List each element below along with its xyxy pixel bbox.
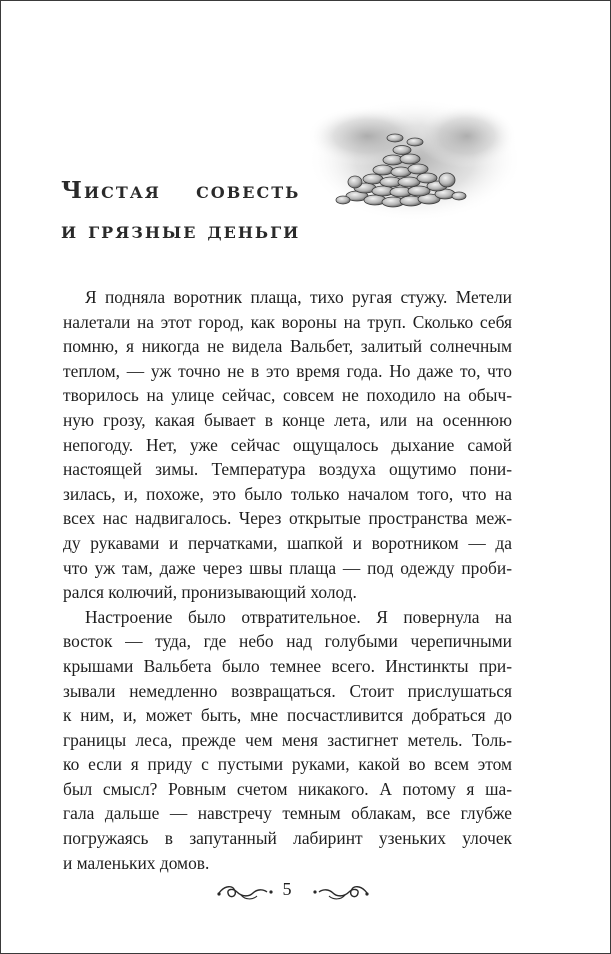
flourish-ornament-icon xyxy=(311,883,371,903)
text-line: и маленьких домов. xyxy=(63,852,210,873)
text-line: всех нас надвигалось. Через открытые пространства меж- xyxy=(63,508,512,529)
text-line: что уж там, даже через швы плаща — под одежду проби- xyxy=(63,557,512,578)
text-line: погружаясь в запутанный лабиринт узеньких улочек xyxy=(63,828,512,849)
text-line: помню, я никогда не видела Вальбет, залитый солнечным xyxy=(63,336,512,357)
paragraph-1 xyxy=(63,285,512,605)
text-line: ко если я приду с пустыми руками, какой во всем этом xyxy=(63,754,512,775)
flourish-ornament-icon xyxy=(215,883,275,903)
text-line: крышами Вальбета было темнее всего. Инстинкты при- xyxy=(63,655,512,676)
text-line: к ним, и, может быть, мне посчастливится добраться до xyxy=(63,705,512,726)
page-footer xyxy=(1,877,610,907)
chapter-title-line-1: Чистая совесть xyxy=(61,177,301,204)
text-line: непогоду. Нет, уже сейчас ощущалось дыхание самой xyxy=(63,434,512,455)
coin-pile-icon xyxy=(297,96,517,231)
text-line: теплом, — уж точно не в это время года. Но даже то, что xyxy=(63,360,512,381)
text-line: ную грозу, какая бывает в конце лета, или на осеннюю xyxy=(63,409,512,430)
text-line: восток — туда, где небо над голубыми черепичными xyxy=(63,631,512,652)
chapter-title xyxy=(61,171,300,251)
text-line: творилось на улице сейчас, совсем не походило на обыч- xyxy=(63,385,512,406)
text-line: границы леса, прежде чем меня застигнет метель. Толь- xyxy=(63,729,512,750)
text-line: гала дальше — навстречу темным облакам, все глубже xyxy=(63,803,512,824)
text-line: был смысл? Ровным счетом никакого. А потому я ша- xyxy=(63,778,512,799)
text-line: зывали немедленно возвращаться. Стоит прислушаться xyxy=(63,680,512,701)
text-line: ду рукавами и перчатками, шапкой и воротником — да xyxy=(63,532,512,553)
chapter-title-line-2: и грязные деньги xyxy=(61,217,301,244)
page-number: 5 xyxy=(282,879,292,899)
text-line: зилась, и, похоже, это было только началом того, что на xyxy=(63,483,512,504)
text-line: настоящей зимы. Температура воздуха ощутимо пони- xyxy=(63,459,512,480)
text-line: налетали на этот город, как вороны на труп. Сколько себя xyxy=(63,311,512,332)
text-line: Настроение было отвратительное. Я повернула на xyxy=(85,606,512,627)
chapter-body xyxy=(63,285,512,875)
text-line: рался колючий, пронизывающий холод. xyxy=(63,582,357,603)
paragraph-2 xyxy=(63,605,512,876)
text-line: Я подняла воротник плаща, тихо ругая стужу. Метели xyxy=(85,287,512,307)
